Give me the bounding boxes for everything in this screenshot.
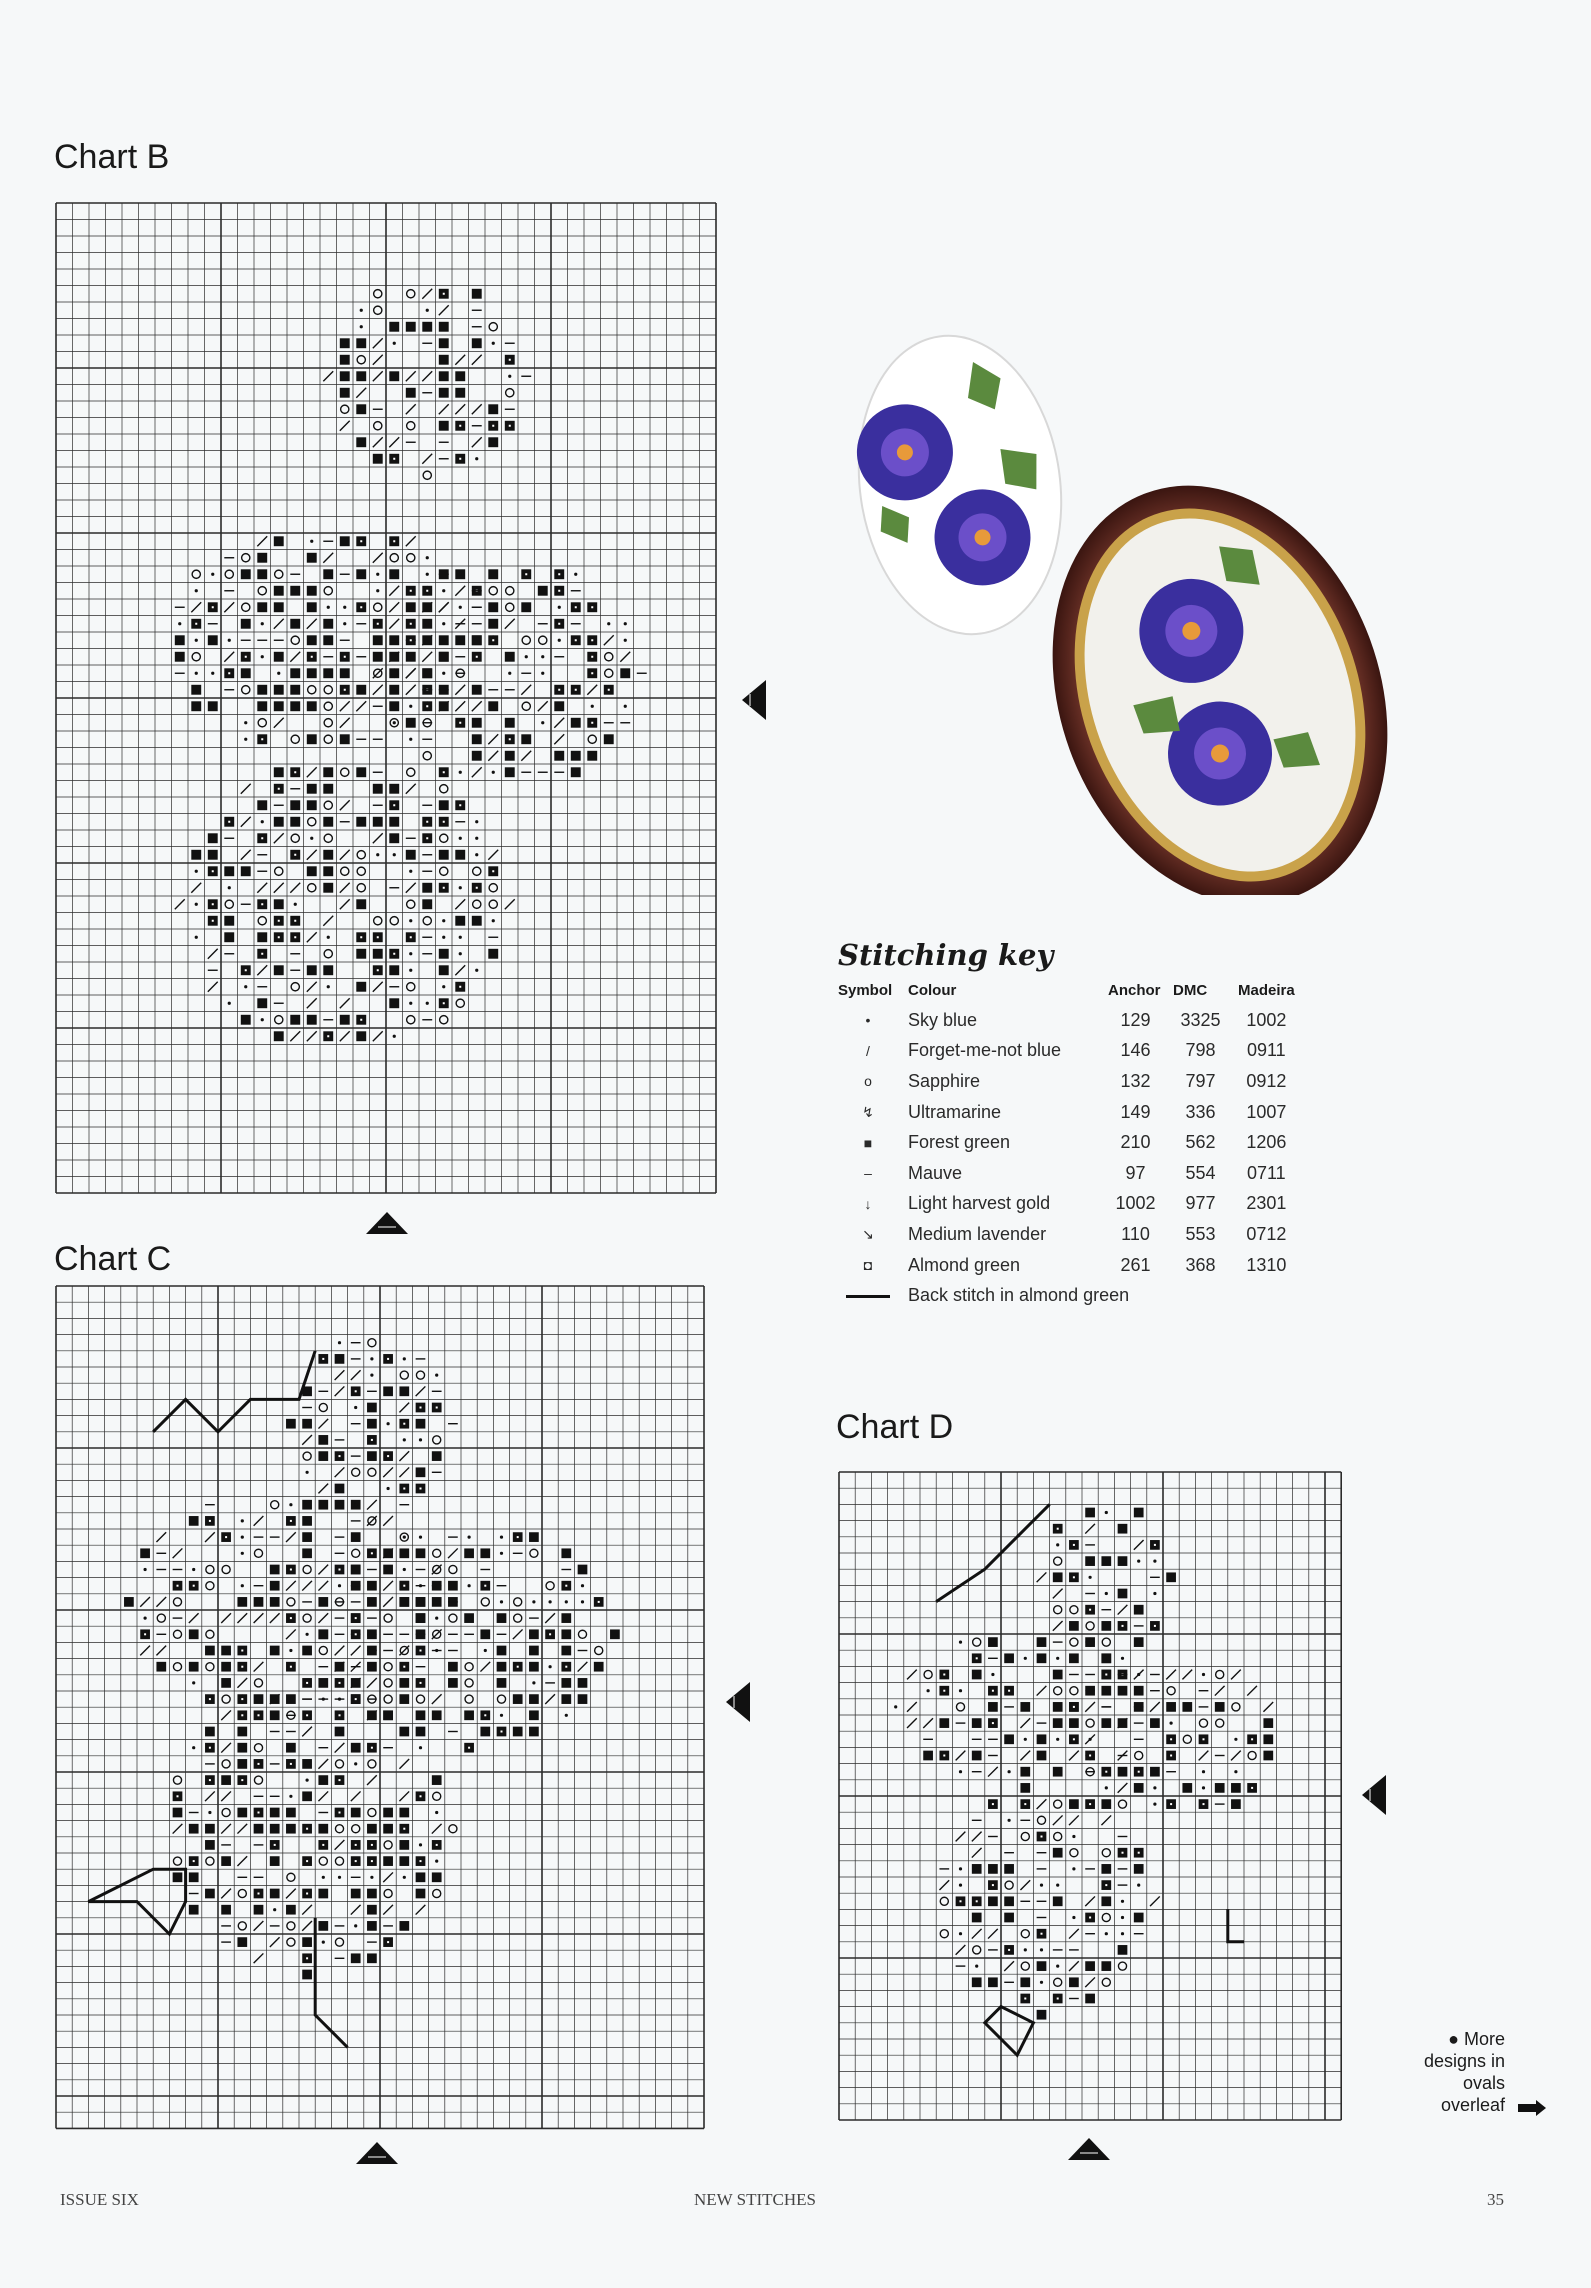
chart-b-title: Chart B	[54, 138, 170, 176]
key-row	[838, 1036, 1305, 1067]
key-colour: Almond green	[908, 1254, 1021, 1275]
key-dmc: 977	[1185, 1193, 1216, 1214]
stitching-key-title: Stitching key	[838, 938, 1054, 972]
chart-d-right-marker	[1362, 1775, 1386, 1815]
chart-d-grid	[839, 1472, 1342, 2122]
chart-d-bottom-marker	[1068, 2138, 1110, 2160]
key-symbol: ↯	[862, 1103, 874, 1120]
key-row	[838, 1127, 1305, 1158]
key-symbol: ■	[863, 1134, 873, 1151]
more-line-1: ● More	[1448, 2029, 1505, 2049]
chart-d-title: Chart D	[836, 1408, 954, 1446]
key-symbol: ↓	[864, 1195, 872, 1212]
key-madeira: 0912	[1246, 1070, 1287, 1091]
key-row	[838, 1158, 1305, 1189]
footer-issue: ISSUE SIX	[60, 2190, 139, 2209]
key-header-symbol: Symbol	[838, 982, 893, 999]
more-line-3: ovals	[1462, 2073, 1505, 2093]
key-backstitch-label: Back stitch in almond green	[908, 1285, 1130, 1306]
backstitch-line-icon	[838, 1280, 908, 1311]
key-header-row	[838, 982, 1305, 1005]
chart-c-grid	[56, 1286, 706, 2126]
key-colour: Forget-me-not blue	[908, 1040, 1062, 1061]
key-symbol: /	[866, 1042, 870, 1059]
key-header-colour: Colour	[908, 982, 957, 999]
key-colour: Mauve	[908, 1162, 963, 1183]
grid-lines	[56, 1286, 704, 2128]
key-madeira: 0712	[1246, 1223, 1287, 1244]
key-madeira: 1310	[1246, 1254, 1287, 1275]
grid-lines	[56, 203, 716, 1193]
key-header-dmc: DMC	[1173, 982, 1208, 999]
chart-c-title: Chart C	[54, 1240, 172, 1278]
key-anchor: 132	[1120, 1070, 1151, 1091]
key-symbol: –	[864, 1165, 872, 1182]
key-anchor: 210	[1120, 1132, 1151, 1153]
key-anchor: 97	[1125, 1162, 1146, 1183]
key-anchor: 146	[1120, 1040, 1151, 1061]
arrow-right-icon	[1518, 2100, 1546, 2116]
key-madeira: 1206	[1246, 1132, 1287, 1153]
stitch-symbols	[88, 1339, 619, 2048]
key-header-madeira: Madeira	[1238, 982, 1295, 999]
key-symbol: •	[865, 1012, 871, 1029]
key-madeira: 0711	[1246, 1162, 1286, 1183]
key-row	[838, 1250, 1305, 1281]
key-dmc: 368	[1185, 1254, 1216, 1275]
key-colour: Light harvest gold	[908, 1193, 1051, 1214]
chart-b-right-marker	[742, 680, 766, 720]
key-row-backstitch	[838, 1280, 1305, 1311]
key-row	[838, 1189, 1305, 1220]
key-symbol: ◘	[863, 1257, 873, 1274]
key-madeira: 1002	[1246, 1009, 1287, 1030]
stitching-key	[838, 938, 1318, 1311]
key-colour: Sapphire	[908, 1070, 981, 1091]
key-dmc: 562	[1185, 1132, 1216, 1153]
key-row	[838, 1066, 1305, 1097]
key-row	[838, 1219, 1305, 1250]
finished-designs-photo	[800, 195, 1480, 895]
key-anchor: 110	[1121, 1223, 1150, 1244]
key-colour: Medium lavender	[908, 1223, 1047, 1244]
key-anchor: 1002	[1115, 1193, 1156, 1214]
oval-card	[840, 323, 1080, 648]
key-row	[838, 1005, 1305, 1036]
key-madeira: 0911	[1246, 1040, 1286, 1061]
key-symbol: ↘	[862, 1225, 874, 1242]
key-colour: Forest green	[908, 1132, 1011, 1153]
key-anchor: 149	[1120, 1101, 1151, 1122]
stitching-key-table	[838, 982, 1305, 1311]
key-dmc: 553	[1185, 1223, 1216, 1244]
key-header-anchor: Anchor	[1108, 982, 1161, 999]
grid-lines	[839, 1472, 1341, 2120]
key-colour: Ultramarine	[908, 1101, 1002, 1122]
key-dmc: 3325	[1180, 1009, 1221, 1030]
key-dmc: 554	[1185, 1162, 1216, 1183]
chart-b-grid	[56, 203, 722, 1193]
key-colour: Sky blue	[908, 1009, 978, 1030]
more-line-2: designs in	[1423, 2051, 1505, 2071]
more-line-4: overleaf	[1440, 2095, 1505, 2115]
footer-page-number: 35	[1487, 2190, 1504, 2209]
key-dmc: 797	[1185, 1070, 1216, 1091]
key-symbol: o	[864, 1073, 872, 1090]
key-madeira: 2301	[1246, 1193, 1287, 1214]
key-anchor: 261	[1120, 1254, 1151, 1275]
key-dmc: 798	[1185, 1040, 1216, 1061]
chart-c-bottom-marker	[356, 2142, 398, 2164]
oval-frame	[996, 438, 1444, 895]
key-dmc: 336	[1185, 1101, 1216, 1122]
chart-b-bottom-marker	[366, 1212, 408, 1234]
footer-magazine: NEW STITCHES	[694, 2190, 816, 2209]
key-madeira: 1007	[1246, 1101, 1287, 1122]
key-row	[838, 1097, 1305, 1128]
chart-c-right-marker	[726, 1682, 750, 1722]
key-anchor: 129	[1120, 1009, 1151, 1030]
more-designs-note	[1390, 2028, 1505, 2116]
